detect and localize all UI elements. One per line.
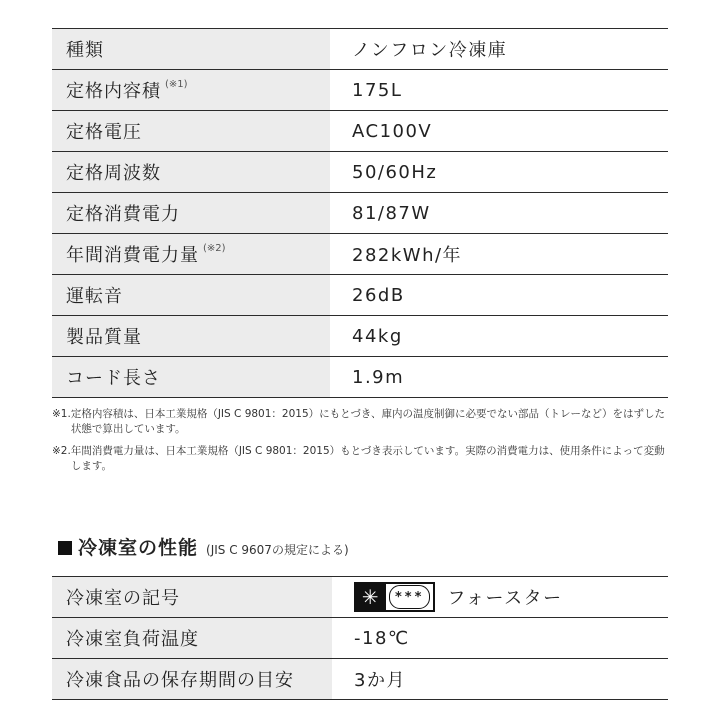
- spec-label: 製品質量: [52, 316, 330, 356]
- footnote-ref: (※2): [203, 242, 226, 254]
- spec-label: 定格内容積 (※1): [52, 70, 330, 110]
- spec-value: 81/87W: [352, 202, 431, 224]
- spec-row-capacity: [52, 70, 668, 111]
- section-title: 冷凍室の性能: [78, 537, 199, 559]
- spec-value: ノンフロン冷凍庫: [352, 40, 508, 61]
- footnote-mark: ※2.: [52, 445, 71, 457]
- spec-row-power: [52, 193, 668, 234]
- spec-value: 44kg: [352, 325, 403, 347]
- footnote-ref: (※1): [165, 78, 188, 90]
- spec-row-frequency: [52, 152, 668, 193]
- spec-value: 26dB: [352, 284, 405, 306]
- spec-label: 運転音: [52, 275, 330, 315]
- footnote-1: [52, 407, 672, 437]
- freeze-row-symbol: [52, 577, 668, 618]
- freeze-label: 冷凍室負荷温度: [52, 618, 332, 658]
- spec-value: 1.9m: [352, 366, 405, 388]
- spec-label: 定格電圧: [52, 111, 330, 151]
- spec-value: 50/60Hz: [352, 161, 438, 183]
- freeze-row-temp: [52, 618, 668, 659]
- footnote-mark: ※1.: [52, 408, 71, 420]
- spec-value: AC100V: [352, 120, 433, 142]
- spec-row-annual-energy: [52, 234, 668, 275]
- freeze-label: 冷凍食品の保存期間の目安: [52, 659, 332, 699]
- freezer-performance-table: [52, 576, 668, 700]
- section-subtitle: (JIS C 9607の規定による): [206, 543, 349, 557]
- freeze-grade-text: フォースター: [447, 588, 563, 609]
- footnote-2: [52, 444, 672, 474]
- spec-row-type: [52, 29, 668, 70]
- spec-label: コード長さ: [52, 357, 330, 397]
- footnotes: [52, 407, 672, 481]
- spec-value: 282kWh/年: [352, 245, 463, 266]
- section-heading: [58, 533, 349, 560]
- four-star-symbol-icon: [354, 582, 435, 612]
- freeze-label: 冷凍室の記号: [52, 577, 332, 617]
- freeze-row-period: [52, 659, 668, 700]
- square-bullet-icon: [58, 541, 72, 555]
- footnote-text: 定格内容積は、日本工業規格（JIS C 9801：2015）にもとづき、庫内の温度制御に必要でない部品（トレーなど）をはずした状態で算出しています。: [70, 408, 666, 435]
- spec-row-weight: [52, 316, 668, 357]
- freeze-value: -18℃: [354, 627, 410, 649]
- spec-row-voltage: [52, 111, 668, 152]
- freeze-value: 3か月: [354, 670, 406, 691]
- freeze-value: [332, 577, 668, 617]
- spec-label: 定格周波数: [52, 152, 330, 192]
- spec-table: [52, 28, 668, 398]
- spec-row-cord: [52, 357, 668, 398]
- snowflake-icon: ✳: [356, 584, 386, 610]
- stars-icon: ***: [389, 585, 430, 609]
- spec-label: 種類: [52, 29, 330, 69]
- footnote-text: 年間消費電力量は、日本工業規格（JIS C 9801：2015）もとづき表示しています。実際の消費電力は、使用条件によって変動します。: [70, 445, 665, 472]
- spec-label: 定格消費電力: [52, 193, 330, 233]
- spec-value: 175L: [352, 79, 403, 101]
- spec-label: 年間消費電力量 (※2): [52, 234, 330, 274]
- spec-row-noise: [52, 275, 668, 316]
